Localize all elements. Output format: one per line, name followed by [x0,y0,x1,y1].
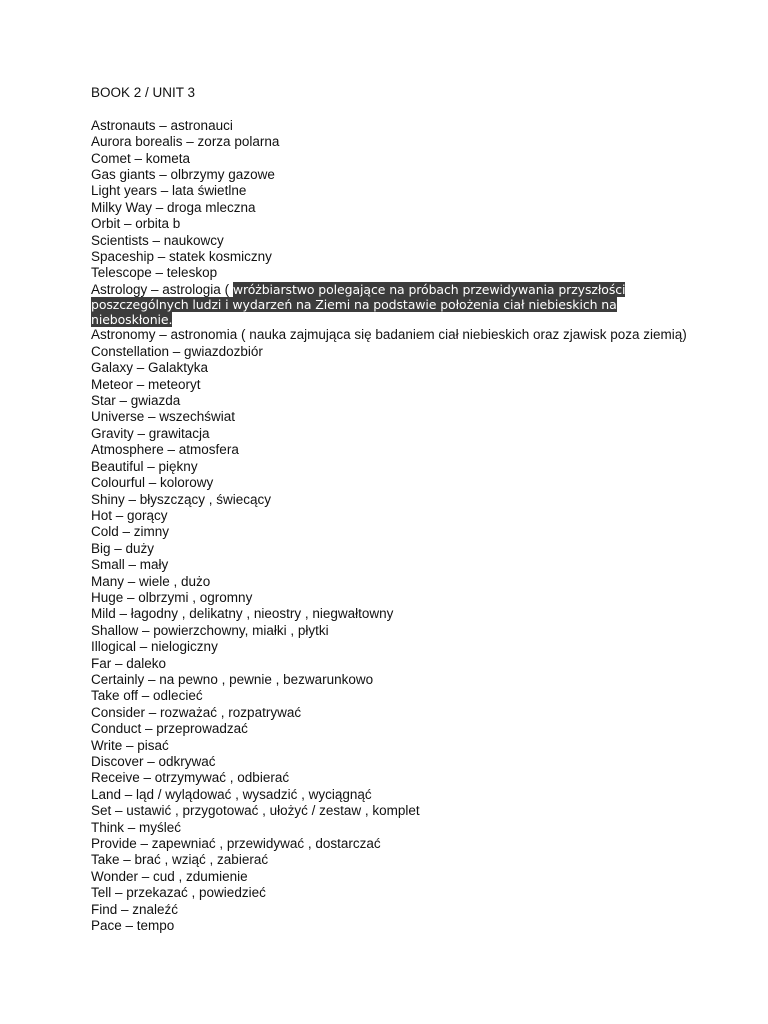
vocabulary-entry: Illogical – nielogiczny [91,639,218,655]
vocabulary-entry: Universe – wszechświat [91,409,236,425]
vocabulary-entry: Set – ustawić , przygotować , ułożyć / zestaw , komplet [91,803,420,819]
vocabulary-entry: Telescope – teleskop [91,265,218,281]
vocabulary-list-bottom [91,327,751,934]
astrology-entry [91,282,651,328]
vocabulary-entry: Shiny – błyszczący , świecący [91,491,272,507]
vocabulary-entry: Discover – odkrywać [91,754,216,770]
vocabulary-entry: Certainly – na pewno , pewnie , bezwarunkowo [91,671,374,687]
highlighted-definition: wróżbiarstwo polegające na próbach przewidywania przyszłości poszczególnych ludzi i wydarzeń na Ziemi na podstawie położenia ciał niebieskich na nieboskłonie. [91,281,626,328]
vocabulary-entry: Scientists – naukowcy [91,232,224,248]
vocabulary-entry: Beautiful – piękny [91,458,198,474]
vocabulary-entry: Far – daleko [91,655,167,671]
vocabulary-entry: Receive – otrzymywać , odbierać [91,770,290,786]
vocabulary-entry: Star – gwiazda [91,393,181,409]
vocabulary-entry: Aurora borealis – zorza polarna [91,134,280,150]
vocabulary-entry: Tell – przekazać , powiedzieć [91,885,266,901]
vocabulary-entry: Astronomy – astronomia ( nauka zajmująca się badaniem ciał niebieskich oraz zjawisk poza ziemią) [91,327,687,343]
vocabulary-entry: Milky Way – droga mleczna [91,199,256,215]
vocabulary-entry: Wonder – cud , zdumienie [91,868,248,884]
vocabulary-entry: Find – znaleźć [91,901,179,917]
vocabulary-entry: Think – myśleć [91,819,182,835]
blank-line [91,101,751,117]
document-page [91,85,751,934]
vocabulary-entry: Galaxy – Galaktyka [91,360,209,376]
vocabulary-entry: Orbit – orbita b [91,216,181,232]
document-title: BOOK 2 / UNIT 3 [91,85,196,100]
vocabulary-entry: Conduct – przeprowadzać [91,721,248,737]
vocabulary-entry: Take off – odlecieć [91,688,203,704]
vocabulary-entry: Big – duży [91,540,155,556]
vocabulary-entry: Land – ląd / wylądować , wysadzić , wyciągnąć [91,786,372,802]
vocabulary-entry: Small – mały [91,557,169,573]
vocabulary-entry: Cold – zimny [91,524,170,540]
vocabulary-entry: Meteor – meteoryt [91,376,201,392]
vocabulary-entry: Huge – olbrzymi , ogromny [91,589,253,605]
vocabulary-entry: Consider – rozważać , rozpatrywać [91,704,302,720]
vocabulary-entry: Pace – tempo [91,918,175,934]
vocabulary-entry: Mild – łagodny , delikatny , nieostry , niegwałtowny [91,606,394,622]
vocabulary-entry: Many – wiele , dużo [91,573,211,589]
vocabulary-entry: Colourful – kolorowy [91,475,214,491]
vocabulary-entry: Spaceship – statek kosmiczny [91,249,272,265]
vocabulary-entry: Comet – kometa [91,150,191,166]
vocabulary-entry: Shallow – powierzchowny, miałki , płytki [91,622,329,638]
vocabulary-entry: Atmosphere – atmosfera [91,442,239,458]
astrology-term: Astrology – astrologia ( [91,281,233,297]
vocabulary-entry: Take – brać , wziąć , zabierać [91,852,269,868]
vocabulary-entry: Gas giants – olbrzymy gazowe [91,167,275,182]
vocabulary-list-top [91,118,751,282]
vocabulary-entry: Hot – gorący [91,507,168,523]
vocabulary-entry: Write – pisać [91,737,169,753]
vocabulary-entry: Constellation – gwiazdozbiór [91,343,263,359]
vocabulary-entry: Gravity – grawitacja [91,425,210,441]
vocabulary-entry: Astronauts – astronauci [91,117,233,133]
vocabulary-entry: Light years – lata świetlne [91,183,247,199]
vocabulary-entry: Provide – zapewniać , przewidywać , dostarczać [91,836,381,852]
